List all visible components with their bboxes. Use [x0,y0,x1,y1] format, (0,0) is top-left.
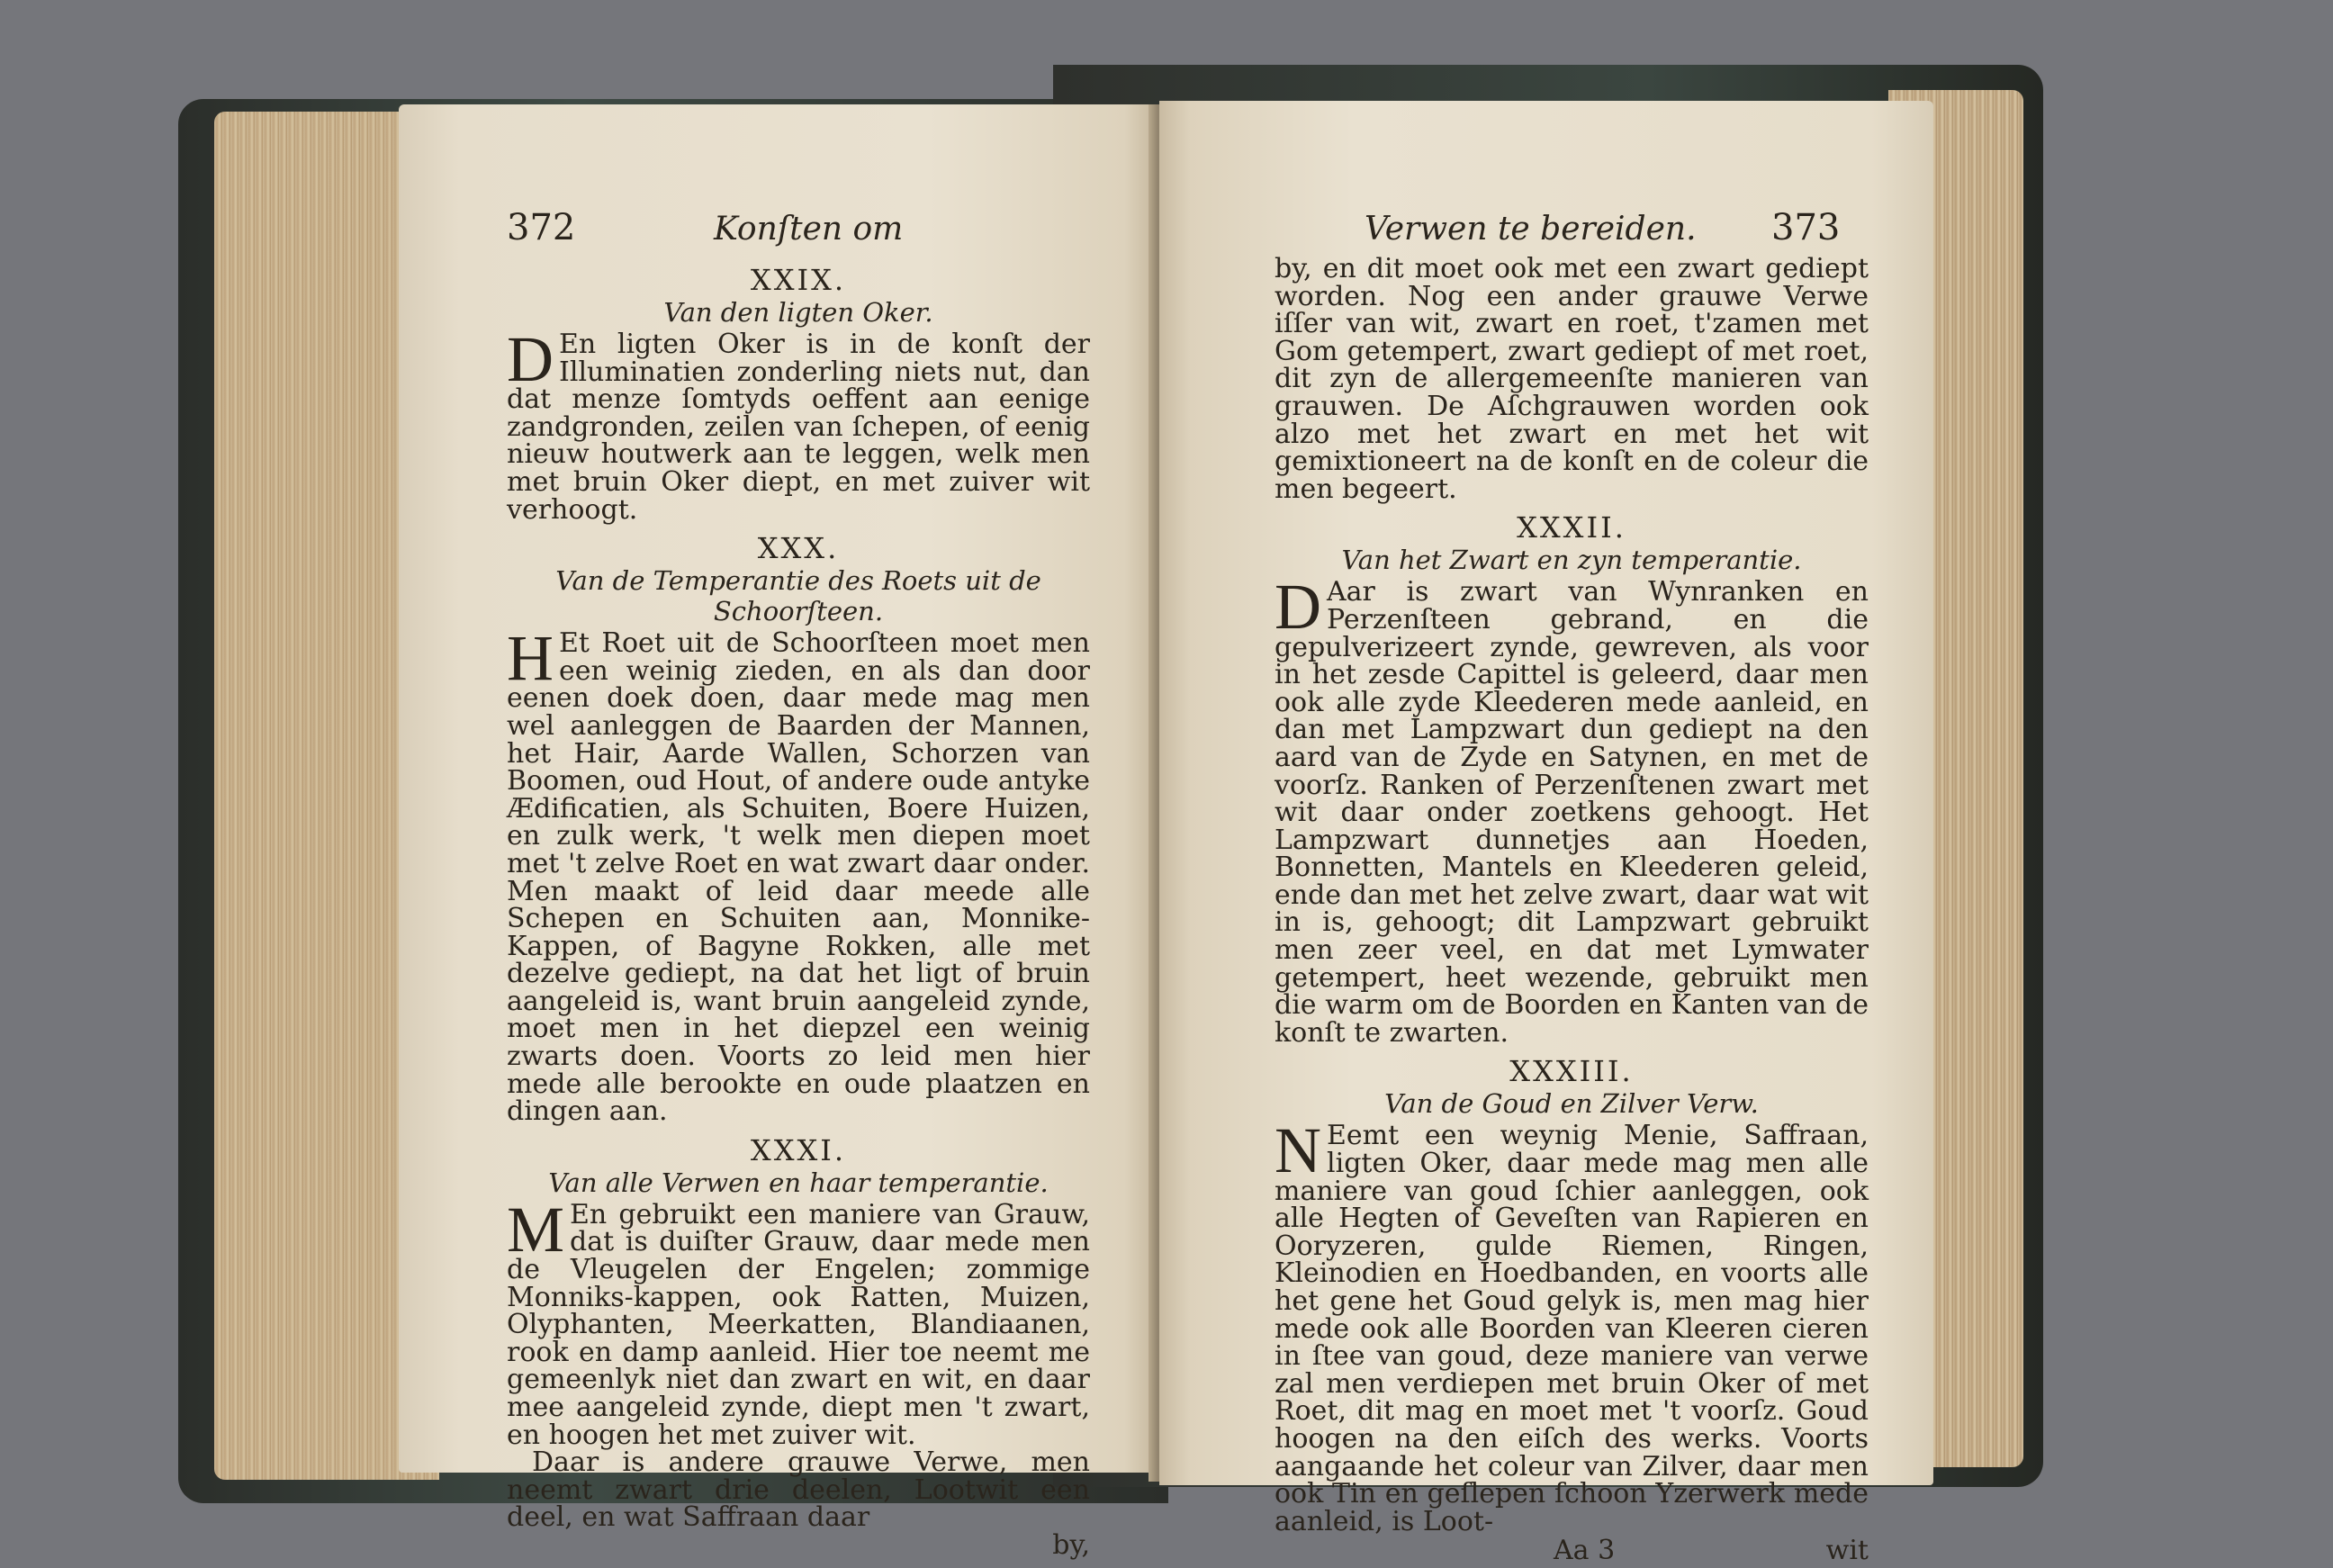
section [507,531,1090,1126]
section [1275,510,1869,1047]
section-number: XXXI. [750,1132,847,1167]
section-title: Van het Zwart en zyn temperantie. [1341,545,1802,576]
drop-initial: M [507,1193,565,1266]
left-page [399,104,1155,1561]
section-number: XXX. [757,531,840,566]
section [507,263,1090,524]
left-text-block [507,256,1090,1560]
section-title: Van alle Verwen en haar temperantie. [548,1167,1049,1198]
section-number: XXIX. [750,263,847,297]
page-number: 373 [1771,207,1841,248]
right-text-block [1275,253,1869,1568]
section-text: D Aar is zwart van Wynranken en Perzenſteen gebrand, en die gepulverizeert zynde, gewreven, als voor in het zesde Capittel is geleerd, daar men ook alle zyde Kleederen mede aanleid, en dan met Lampzwart dun gediept na den aard van de Zyde en Satynen, en met de voorſz. Ranken of Perzenſtenen zwart met wit daar onder zoetkens gehoogt. Het Lampzwart dunnetjes aan Hoeden, Bonnetten, Mantels en Kleederen geleid, ende dan met het zelve zwart, daar wat wit in is, gehoogt; dit Lampzwart gebruikt men zeer veel, en dat met Lymwater getempert, heet wezende, gebruikt men die warm om de Boorden en Kanten van de konſt te zwarten. [1275,571,1869,1049]
page-number: 372 [507,207,576,248]
drop-initial: N [1275,1114,1321,1187]
catchword: wit [1825,1535,1869,1567]
section-title: Van de Temperantie des Roets uit de Schoorſteen. [555,565,1041,627]
section-text: N Eemt een weynig Menie, Saffraan, ligten Oker, daar mede mag men alle maniere van goud ſchier aanleggen, ook alle Hegten of Geveſten van Rapieren en Ooryzeren, gulde Riemen, Ringen, Kleinodien en Hoedbanden, en voorts alle het gene het Goud gelyk is, men mag hier mede ook alle Boorden van Kleeren cieren in ſtee van goud, deze maniere van verwe zal men verdiepen met bruin Oker of met Roet, dit mag en moet met 't voorſz. Goud hoogen na den eiſch des werks. Voorts aangaande het coleur van Zilver, daar men ook Tin en geſlepen ſchoon Yzerwerk mede aanleid, is Loot- [1275,1114,1869,1537]
drop-initial: H [507,622,554,695]
section [507,1133,1090,1532]
signature-mark: Aa 3 [1554,1535,1616,1567]
section-text: D En ligten Oker is in de konſt der Illuminatien zonderling niets nut, dan dat menze ſomtyds oeffent aan eenige zandgronden, zeilen van ſchepen, of eenig nieuw houtwerk aan te leggen, welk men met bruin Oker diept, en met zuiver wit verhoogt. [507,323,1090,526]
section [1275,1054,1869,1536]
page-footer [1275,1537,1869,1568]
continuation-text: by, en dit moet ook met een zwart gediept worden. Nog een ander grauwe Verwe iſſer van wit, zwart en roet, t'zamen met Gom getempert, zwart gediept of met roet, dit zyn de allergemeenſte manieren van grauwen. De Aſchgrauwen worden ook alzo met het zwart en met het wit gemixtioneert na de konſt en de coleur die men begeert. [1275,253,1869,505]
drop-initial: D [1275,571,1321,644]
right-page [1159,101,1933,1567]
section-text-extra: Daar is andere grauwe Verwe, men neemt zwart drie deelen, Lootwit een deel, en wat Saffraan daar [507,1446,1090,1534]
section-text: M En gebruikt een maniere van Grauw, dat is duiſter Grauw, daar mede men de Vleugelen der Engelen; zommige Monniks-kappen, ook Ratten, Muizen, Olyphanten, Meerkatten, Blandiaanen, rook en damp aanleid. Hier toe neemt me gemeenlyk niet dan zwart en wit, en daar mee aangeleid zynde, diept men 't zwart, en hoogen het met zuiver wit. [507,1193,1090,1451]
section-title: Van den ligten Oker. [663,297,933,328]
running-head: Konſten om [714,211,904,248]
catchword: by, [1052,1528,1090,1561]
section-title: Van de Goud en Zilver Verw. [1384,1088,1759,1120]
section-number: XXXIII. [1509,1054,1634,1089]
section-number: XXXII. [1517,510,1626,545]
section-text: H Et Roet uit de Schoorſteen moet men een weinig zieden, en als dan door eenen doek doen, daar mede mag men wel aanleggen de Baarden der Mannen, het Hair, Aarde Wallen, Schorzen van Boomen, oud Hout, of andere oude antyke Ædificatien, als Schuiten, Boere Huizen, en zulk werk, 't welk men diepen moet met 't zelve Roet en wat zwart daar onder. Men maakt of leid daar meede alle Schepen en Schuiten aan, Monnike-Kappen, of Bagyne Rokken, alle met dezelve gediept, na dat het ligt of bruin aangeleid is, want bruin aangeleid zynde, moet men in het diepzel een weinig zwarts doen. Voorts zo leid men hier mede alle berookte en oude plaatzen en dingen aan. [507,622,1090,1128]
running-head: Verwen te bereiden. [1365,211,1697,248]
drop-initial: D [507,323,554,395]
open-book [178,65,2043,1567]
